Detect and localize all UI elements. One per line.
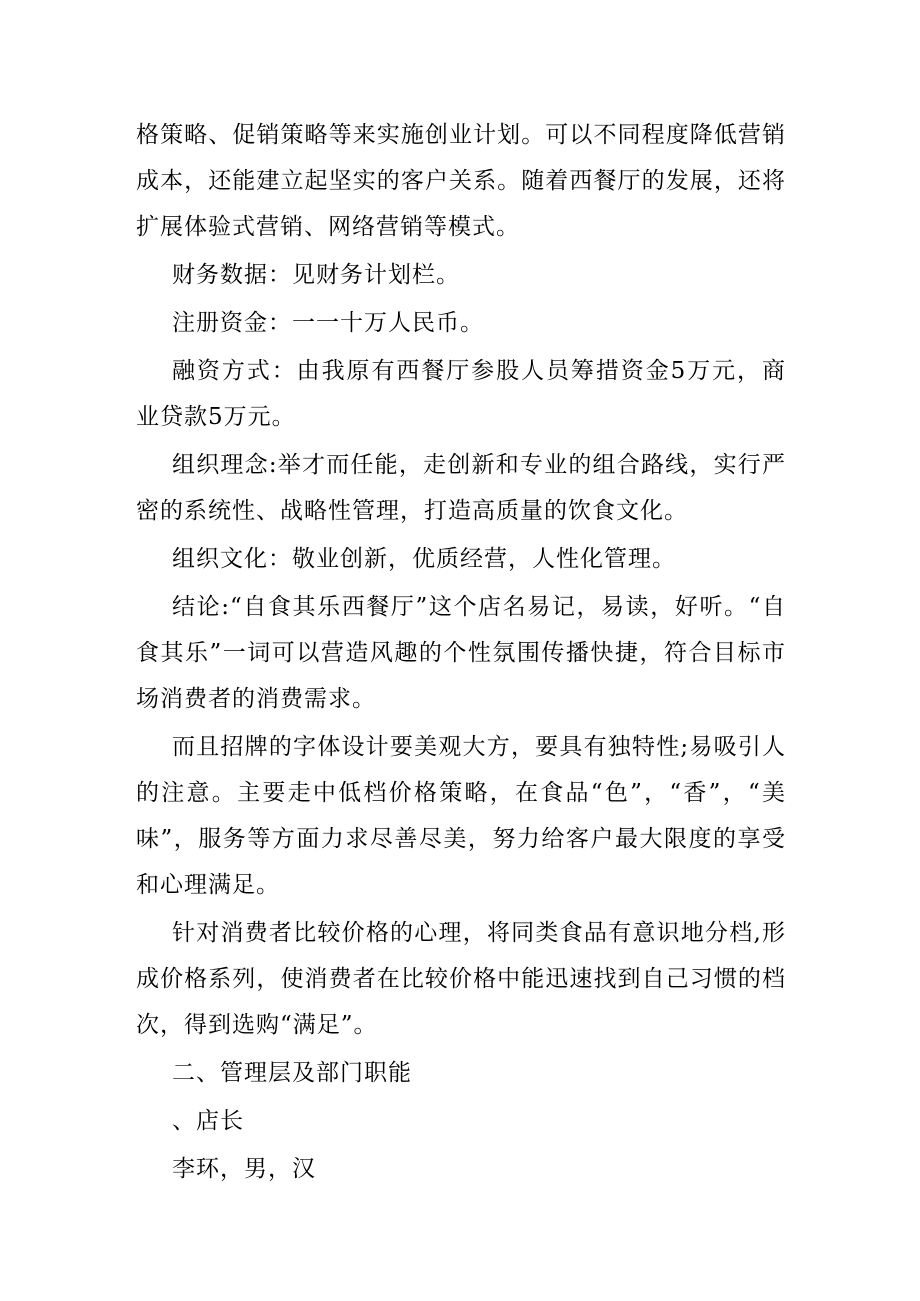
paragraph-manager-info: 李环，男，汉: [172, 1156, 316, 1182]
paragraph-financial-data: 财务数据：见财务计划栏。: [172, 262, 460, 288]
document-body: [136, 112, 786, 1192]
paragraph-signboard-design: 而且招牌的字体设计要美观大方，要具有独特性;易吸引人的注意。主要走中低档价格策略，在食品“色”，“香”，“美味”，服务等方面力求尽善尽美，努力给客户最大限度的享受和心理满足。: [136, 734, 786, 898]
paragraph-organization-philosophy: 组织理念:举才而任能，走创新和专业的组合路线，实行严密的系统性、战略性管理，打造高质量的饮食文化。: [136, 452, 786, 524]
section-heading-management: 二、管理层及部门职能: [172, 1060, 412, 1086]
paragraph-pricing-psychology: 针对消费者比较价格的心理，将同类食品有意识地分档,形成价格系列，使消费者在比较价格中能迅速找到自己习惯的档次，得到选购“满足”。: [136, 920, 786, 1038]
paragraph-registered-capital: 注册资金：一一十万人民币。: [172, 310, 484, 336]
paragraph-organization-culture: 组织文化：敬业创新，优质经营，人性化管理。: [172, 546, 676, 572]
subsection-heading-store-manager: 、店长: [172, 1108, 244, 1134]
paragraph-marketing-continued: 格策略、促销策略等来实施创业计划。可以不同程度降低营销成本，还能建立起坚实的客户关系。随着西餐厅的发展，还将扩展体验式营销、网络营销等模式。: [136, 122, 786, 240]
paragraph-conclusion: 结论:“自食其乐西餐厅”这个店名易记，易读，好听。“自食其乐”一词可以营造风趣的个性氛围传播快捷，符合目标市场消费者的消费需求。: [136, 594, 786, 712]
paragraph-financing-method: 融资方式：由我原有西餐厅参股人员筹措资金5万元，商业贷款5万元。: [136, 358, 786, 430]
